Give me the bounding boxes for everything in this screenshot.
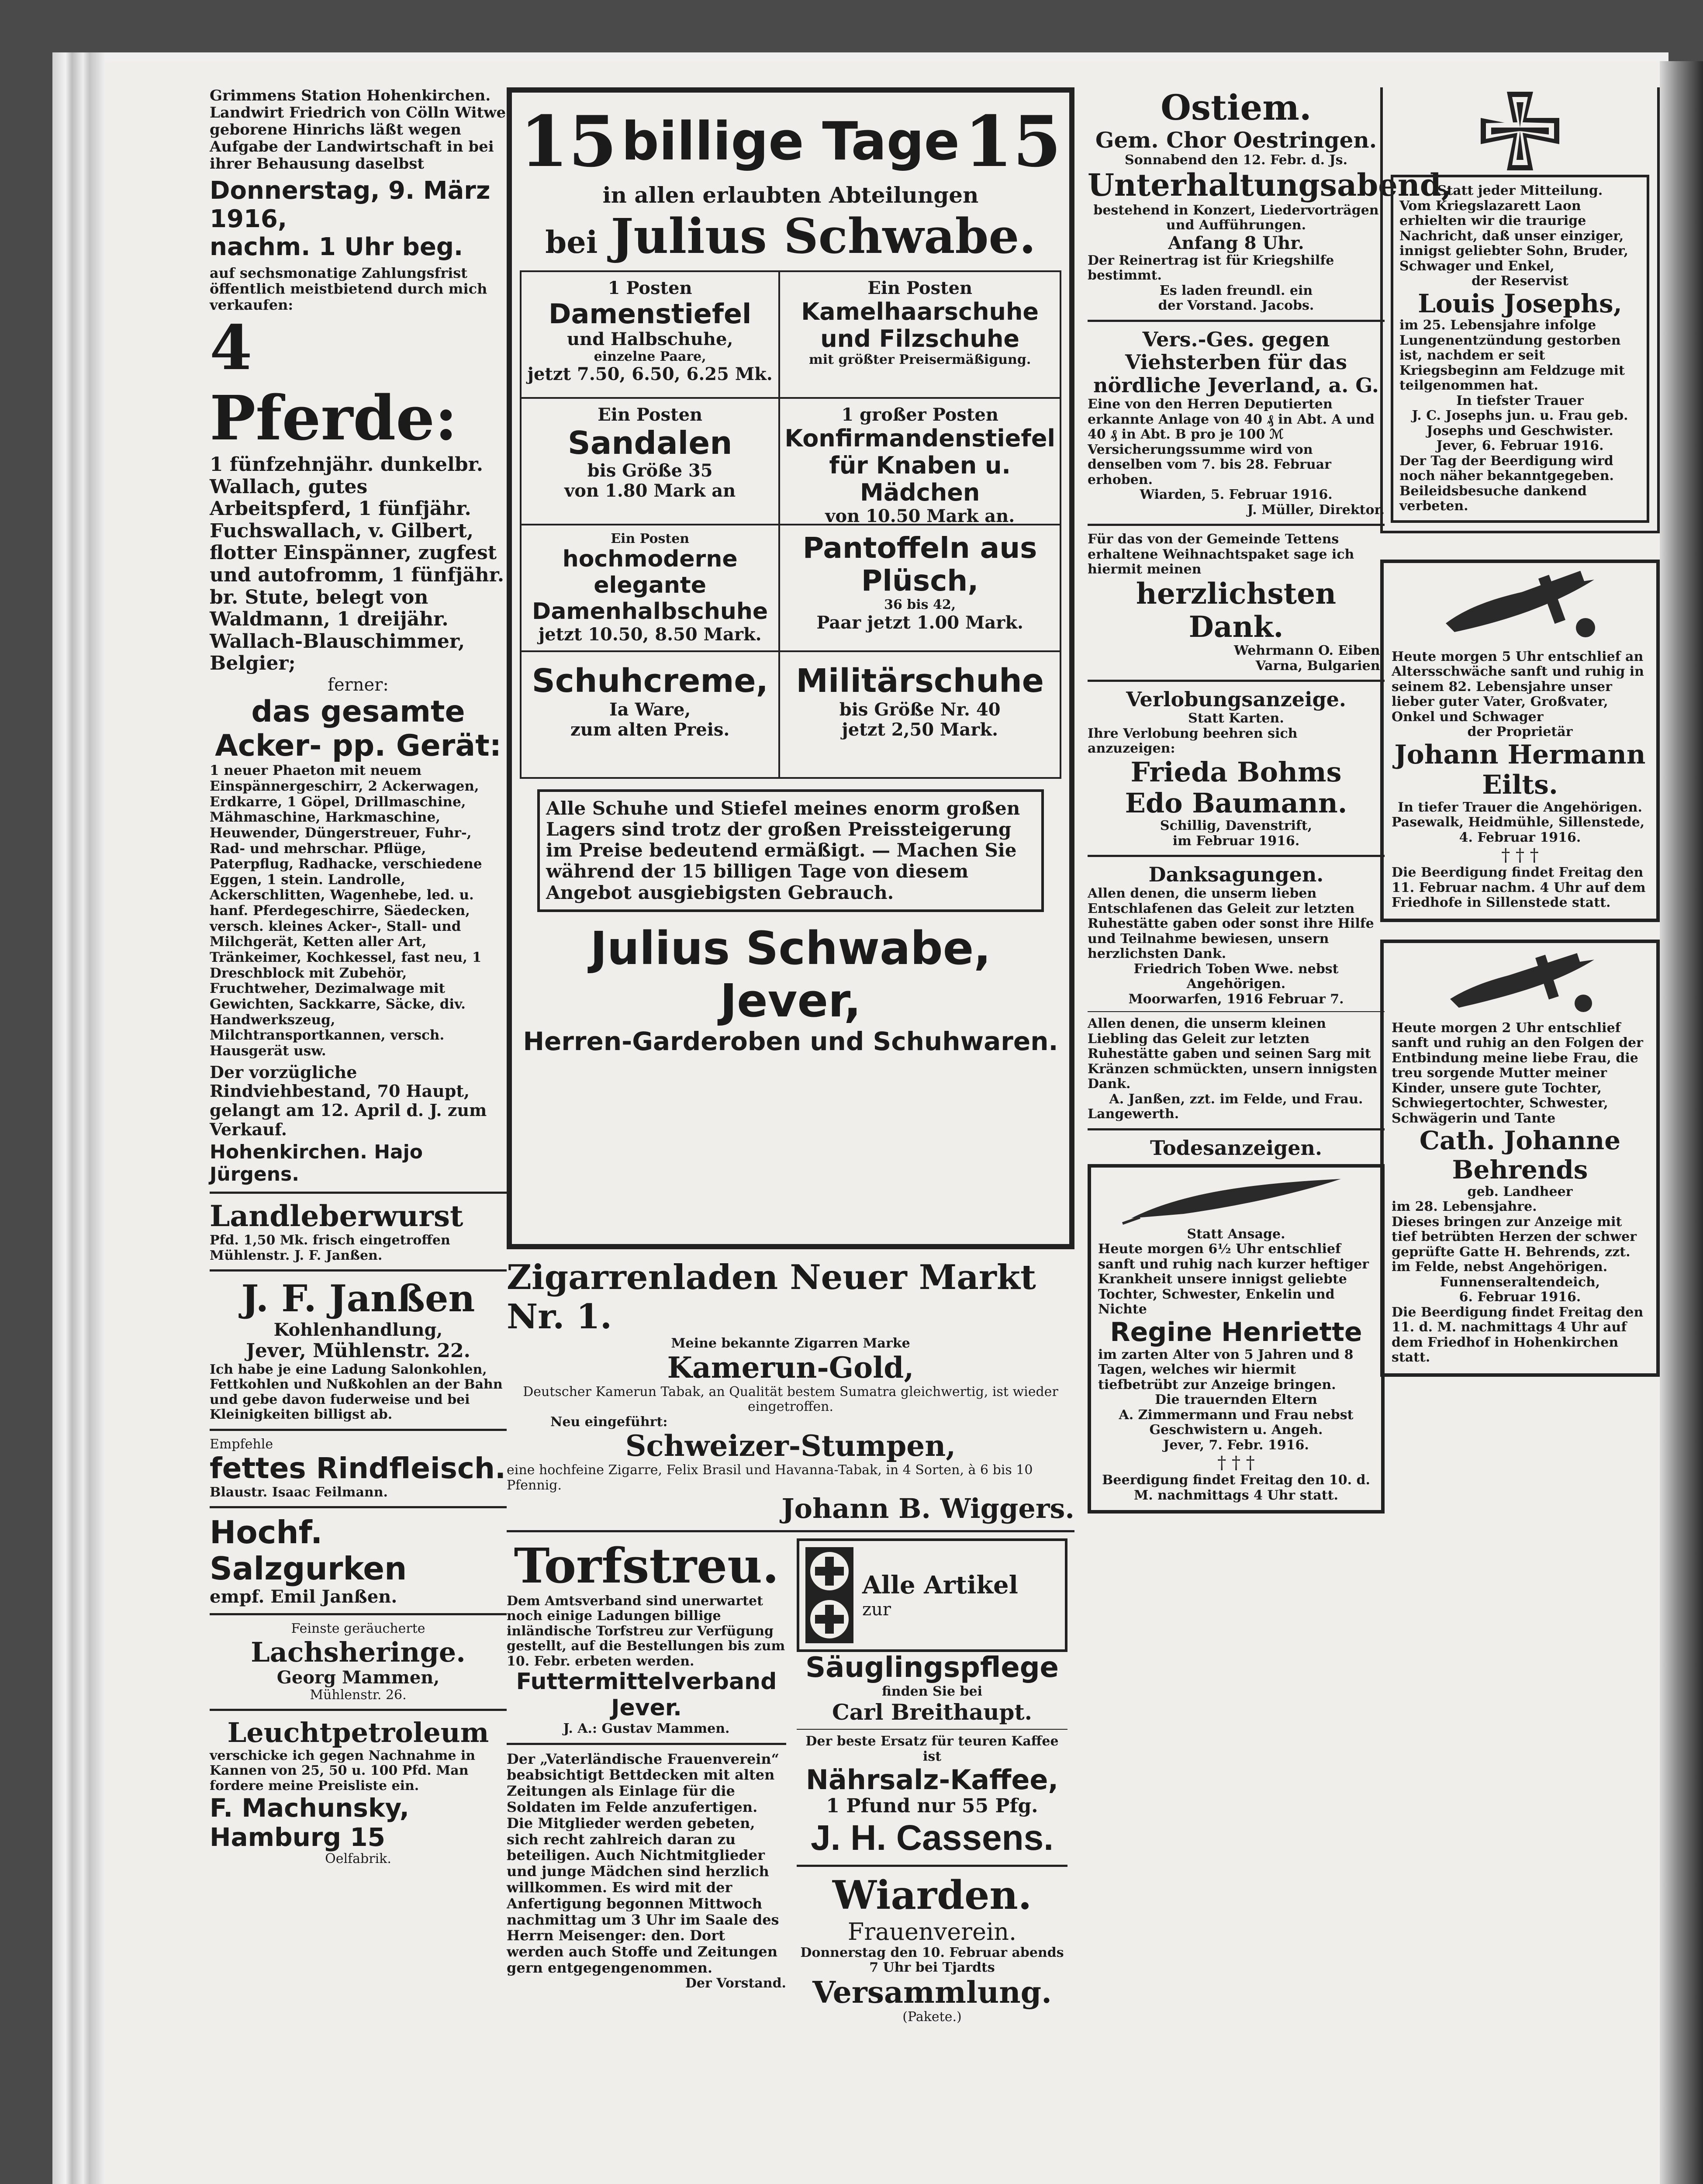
divider <box>1088 1011 1385 1012</box>
verlobung-text: Ihre Verlobung beehren sich anzuzeigen: <box>1088 726 1298 757</box>
behrends-place: Funnenseraltendeich, <box>1440 1274 1600 1290</box>
horses-text: 1 fünfzehnjähr. dunkelbr. Wallach, gutes Arbeitspferd, 1 fünfjähr. Fuchswallach, v. Gilbert, flotter Einspänner, zugfest und autofromm, 1 fünfjähr. br. Stute, belegt von Waldmann, 1 dreijähr. Wallach-Blauschimmer, Belgier; <box>210 453 504 675</box>
divider <box>210 1269 507 1272</box>
josephs-statt: Statt jeder Mitteilung. <box>1437 183 1603 198</box>
offer-line: und Halbschuhe, <box>567 328 733 349</box>
ostiem-ad <box>1088 87 1452 314</box>
salzgurken-heading: Hochf. Salzgurken <box>210 1514 407 1587</box>
janssen-sub: Kohlenhandlung, <box>273 1319 443 1340</box>
column-3 <box>1088 87 1452 1514</box>
offer-price: jetzt 2,50 Mark. <box>842 719 998 740</box>
torf-ad <box>507 1538 786 1736</box>
ostiem-time: Anfang 8 Uhr. <box>1168 232 1304 253</box>
josephs-frame <box>1391 175 1649 523</box>
lower-ads-row <box>507 1538 1074 2025</box>
divider <box>210 1709 507 1711</box>
lower-left-ads <box>507 1538 786 2025</box>
iron-cross-icon <box>1476 87 1564 175</box>
versicherung-text: Eine von den Herren Deputierten erkannte Anlage von 40 ₰ in Abt. A und 40 ₰ in Abt. B pro je 100 ℳ Versicherungssumme wird von denselben vom 7. bis 28. Februar erhoben. <box>1088 397 1375 487</box>
dank-ad <box>1088 532 1385 674</box>
schwabe-num-left: 15 <box>520 100 617 183</box>
wiarden-sub: Frauenverein. <box>847 1918 1017 1946</box>
dank-place: Varna, Bulgarien. <box>1255 658 1385 674</box>
cassens-sign: J. H. Cassens. <box>810 1818 1054 1858</box>
josephs-text: Vom Kriegslazarett Laon erhielten wir die traurige Nachricht, daß unser einziger, innigst geliebter Sohn, Bruder, Schwager und Enkel, <box>1399 198 1628 274</box>
zigarren-heading: Zigarrenladen Neuer Markt Nr. 1. <box>507 1258 1036 1337</box>
offer-cell <box>780 525 1061 652</box>
verlobung-name1: Frieda Bohms <box>1130 756 1342 788</box>
torf-sign: Futtermittelverband Jever. <box>516 1669 777 1721</box>
divider <box>210 1192 507 1194</box>
danksagungen-sign1: Friedrich Toben Wwe. nebst Angehörigen. <box>1133 961 1339 992</box>
offer-title: Damenstiefel <box>549 297 752 330</box>
josephs-rank: der Reservist <box>1472 273 1568 289</box>
offer-cell <box>780 272 1061 399</box>
wiarden-heading: Wiarden. <box>832 1872 1032 1919</box>
behrends-born: geb. Landheer <box>1467 1184 1573 1199</box>
josephs-note2: Beileidsbesuche dankend verbeten. <box>1399 483 1587 514</box>
schwabe-ad <box>507 87 1074 1249</box>
offer-title: Sandalen <box>567 424 732 461</box>
equipment-text: 1 neuer Phaeton mit neuem Einspännergeschirr, 2 Ackerwagen, Erdkarre, 1 Göpel, Drillmaschine, Mähmaschine, Harkmaschine, Heuwender, Düngerstreuer, Fuhr-, Rad- und mehrschar. Pflüge, Paterpflug, Radhacke, verschiedene Eggen, 1 stein. Landrolle, Ackerschlitten, Wagenhebe, led. u. hanf. Pferdegeschirre, Säedecken, versch. kleines Acker-, Stall- und Milchgerät, Ketten aller Art, Tränkeimer, Kochkessel, fast neu, 1 Dreschblock mit Zubehör, Fruchtweher, Dezimalwage mit Gewichten, Sackkarre, Säcke, div. Handwerkszeug, Milchtransportkannen, versch. Hausgerät usw. <box>210 763 482 1059</box>
cassens-box-l2: zur <box>862 1599 891 1620</box>
schwabe-firm: Julius Schwabe. <box>611 207 1036 264</box>
schwabe-footer-firm: Julius Schwabe, Jever, <box>590 921 991 1027</box>
schwabe-num-right: 15 <box>964 100 1061 183</box>
column-4 <box>1380 87 1660 1377</box>
offer-cell <box>780 652 1061 779</box>
lachs-heading: Lachsheringe. <box>251 1636 466 1668</box>
todesanzeigen-heading: Todesanzeigen. <box>1150 1136 1322 1160</box>
schwabe-firm-row <box>520 208 1061 264</box>
zigarren-ad <box>507 1258 1074 1524</box>
torf-text: Dem Amtsverband sind unerwartet noch einige Ladungen billige inländische Torfstreu zur Verfügung gestellt, auf die Bestellungen bis zum 10. Febr. erbeten werden. <box>507 1593 785 1669</box>
ostiem-text: bestehend in Konzert, Liedervorträgen und Aufführungen. <box>1093 202 1379 233</box>
verlobung-ad <box>1088 688 1385 849</box>
offer-price: von 10.50 Mark an. <box>825 505 1015 526</box>
divider <box>1088 680 1385 682</box>
ostiem-sub: Gem. Chor Oestringen. <box>1095 127 1377 153</box>
column-1 <box>210 87 507 1867</box>
column-2 <box>507 87 1074 2025</box>
offer-title: Pantoffeln aus Plüsch, <box>802 531 1037 598</box>
offer-cell <box>522 399 780 525</box>
cassens-box <box>797 1538 1067 1652</box>
ostiem-date: Sonnabend den 12. Febr. d. Js. <box>1124 152 1348 168</box>
danksagungen-place2: Langewerth. <box>1088 1106 1179 1122</box>
offer-price: jetzt 10.50, 8.50 Mark. <box>538 624 762 645</box>
leberwurst-sign: Mühlenstr. J. F. Janßen. <box>210 1248 383 1263</box>
cassens-title: Säuglingspflege <box>805 1652 1059 1684</box>
offer-cell <box>522 652 780 779</box>
ostiem-heading: Ostiem. <box>1161 87 1312 128</box>
josephs-mourn: In tiefster Trauer <box>1456 393 1584 408</box>
eilts-text: Heute morgen 5 Uhr entschlief an Altersschwäche sanft und ruhig in seinem 82. Lebensjahre unser lieber guter Vater, Großvater, Onkel und Schwager <box>1392 649 1644 725</box>
petroleum-sub: Oelfabrik. <box>325 1851 391 1867</box>
tod-name: Regine Henriette <box>1110 1317 1362 1348</box>
versicherung-ad <box>1088 328 1385 518</box>
regine-obituary <box>1088 1164 1385 1514</box>
schwabe-notice: Alle Schuhe und Stiefel meines enorm großen Lagers sind trotz der großen Preissteigerung im Preise bedeutend ermäßigt. — Machen Sie während der 15 billigen Tage von diesem Angebot ausgiebigsten Gebrauch. <box>546 797 1020 903</box>
tod-text: Heute morgen 6½ Uhr entschlief sanft und ruhig nach kurzer heftiger Krankheit unsere innigst geliebte Tochter, Schwester, Enkelin und Nichte <box>1098 1241 1369 1317</box>
torf-heading: Torfstreu. <box>514 1538 779 1594</box>
leberwurst-ad <box>210 1200 507 1263</box>
danksagungen-heading: Danksagungen. <box>1148 863 1324 887</box>
offer-pre: Ein Posten <box>611 531 690 546</box>
red-cross-icon <box>805 1547 853 1643</box>
ostiem-sign: der Vorstand. Jacobs. <box>1158 298 1314 313</box>
offer-pre: Ein Posten <box>867 277 973 298</box>
divider <box>507 1530 1074 1532</box>
danksagungen-text1: Allen denen, die unserm lieben Entschlafenen das Geleit zur letzten Ruhestätte gaben oder sonst ihre Hilfe und Teilnahme bewiesen, unsern herzlichsten Dank. <box>1088 886 1374 962</box>
book-spine-shadow <box>1660 61 1703 2184</box>
danksagungen-sign2: A. Janßen, zzt. im Felde, und Frau. <box>1109 1091 1363 1107</box>
divider <box>210 1429 507 1431</box>
verlobung-name2: Edo Baumann. <box>1125 787 1347 819</box>
josephs-name: Louis Josephs, <box>1418 288 1622 318</box>
schwabe-notice-box <box>537 789 1044 912</box>
frauenverein-ad <box>507 1751 786 1991</box>
quill-icon <box>1114 1175 1358 1227</box>
offer-line: bis Größe 35 <box>587 460 713 481</box>
zigarren-brand2: Schweizer-Stumpen, <box>625 1429 956 1463</box>
danksagungen-ad <box>1088 863 1385 1122</box>
leberwurst-heading: Landleberwurst <box>210 1199 463 1234</box>
offer-cell <box>522 525 780 652</box>
cassens-product: Nährsalz-Kaffee, <box>805 1764 1058 1796</box>
eilts-rank: der Proprietär <box>1467 724 1573 740</box>
offer-pre: 1 Posten <box>608 277 692 298</box>
tod-sign: Die trauernden Eltern <box>1155 1392 1317 1408</box>
dank-text: Für das von der Gemeinde Tettens erhaltene Weihnachtspaket sage ich hiermit meinen <box>1088 532 1354 577</box>
leberwurst-text: Pfd. 1,50 Mk. frisch eingetroffen <box>210 1233 450 1248</box>
behrends-text2: Dieses bringen zur Anzeige mit tief betrübten Herzen der schwer geprüfte Gatte H. Behrends, zzt. im Felde, nebst Angehörigen. <box>1392 1214 1637 1275</box>
divider <box>797 1729 1067 1730</box>
zigarren-l4: eine hochfeine Zigarre, Felix Brasil und Havanna-Tabak, in 4 Sorten, à 6 bis 10 Pfennig. <box>507 1462 1033 1493</box>
cassens-l2: Der beste Ersatz für teuren Kaffee ist <box>805 1734 1059 1764</box>
tod-text2: im zarten Alter von 5 Jahren und 8 Tagen, welches wir hiermit tiefbetrübt zur Anzeige bringen. <box>1098 1347 1354 1393</box>
behrends-text: Heute morgen 2 Uhr entschlief sanft und ruhig an den Folgen der Entbindung meine liebe Frau, die treu sorgende Mutter meiner Kinder, unsere gute Tochter, Schwiegertochter, Schwester, Schwägerin und Tante <box>1392 1020 1643 1126</box>
janssen-address: Jever, Mühlenstr. 22. <box>246 1339 470 1362</box>
divider <box>1088 320 1385 322</box>
offer-cell <box>522 272 780 399</box>
petroleum-ad <box>210 1717 507 1867</box>
cassens-l1: finden Sie bei <box>882 1684 982 1700</box>
tod-date: Jever, 7. Febr. 1916. <box>1163 1437 1309 1453</box>
offer-title: hochmoderne elegante Damenhalbschuhe <box>532 546 768 625</box>
janssen-ad <box>210 1278 507 1422</box>
auction-date: Donnerstag, 9. März 1916, <box>210 176 491 233</box>
zigarren-l3: Neu eingeführt: <box>550 1414 668 1430</box>
offer-pre: Ein Posten <box>598 404 703 425</box>
wiarden-note: (Pakete.) <box>902 2009 962 2025</box>
divider <box>210 1613 507 1615</box>
behrends-name: Cath. Johanne Behrends <box>1419 1126 1621 1185</box>
wiarden-event: Versammlung. <box>812 1975 1052 2010</box>
zigarren-l2: Deutscher Kamerun Tabak, an Qualität bestem Sumatra gleichwertig, ist wieder eingetroffen. <box>523 1384 1058 1415</box>
rindfleisch-pre: Empfehle <box>210 1436 273 1452</box>
divider <box>797 1865 1067 1867</box>
josephs-text2: im 25. Lebensjahre infolge Lungenentzündung gestorben ist, nachdem er seit Kriegsbeginn am Feldzuge mit teilgenommen hat. <box>1399 318 1625 394</box>
ferner-label: ferner: <box>328 674 389 695</box>
janssen-text: Ich habe je eine Ladung Salonkohlen, Fettkohlen und Nußkohlen an der Bahn und gebe davon fuderweise und bei Kleinigkeiten billigst ab. <box>210 1362 503 1423</box>
offer-price: zum alten Preis. <box>570 719 730 740</box>
ostiem-event: Unterhaltungsabend, <box>1088 167 1452 203</box>
lachs-pre: Feinste geräucherte <box>291 1621 425 1637</box>
auction-terms: auf sechsmonatige Zahlungsfrist öffentlich meistbietend durch mich verkaufen: <box>210 264 487 314</box>
lachs-sign: Georg Mammen, <box>276 1667 440 1688</box>
divider <box>210 1506 507 1508</box>
ostiem-invite: Es laden freundl. ein <box>1159 283 1313 298</box>
offer-line: einzelne Paare, <box>594 349 706 364</box>
offer-line: bis Größe Nr. 40 <box>839 699 1001 720</box>
josephs-obituary <box>1380 87 1660 533</box>
salzgurken-sign: empf. Emil Janßen. <box>210 1586 397 1607</box>
versicherung-heading: Vers.-Ges. gegen Viehsterben für das nördliche Jeverland, a. G. <box>1093 327 1379 397</box>
cattle-text: Der vorzügliche Rindviehbestand, 70 Haupt, gelangt am 12. April d. J. zum Verkauf. <box>210 1062 487 1139</box>
divider <box>1088 855 1385 857</box>
wiarden-text: Donnerstag den 10. Februar abends 7 Uhr bei Tjardts <box>800 1945 1064 1976</box>
schwabe-footer-sub: Herren-Garderoben und Schuhwaren. <box>523 1026 1058 1057</box>
verlobung-sub: Statt Karten. <box>1188 711 1284 726</box>
auction-ad <box>210 87 507 1185</box>
cross-and-palm-icon <box>1433 951 1607 1021</box>
schwabe-bei: bei <box>545 224 598 260</box>
offer-title: Schuhcreme, <box>532 662 768 700</box>
offer-line: Ia Ware, <box>609 699 691 720</box>
eilts-funeral: Die Beerdigung findet Freitag den 11. Februar nachm. 4 Uhr auf dem Friedhofe in Sillenstede statt. <box>1392 865 1646 911</box>
lachs-ad <box>210 1621 507 1703</box>
behrends-age: im 28. Lebensjahre. <box>1392 1199 1537 1215</box>
tod-sign2: A. Zimmermann und Frau nebst Geschwistern u. Angeh. <box>1119 1407 1354 1438</box>
petroleum-firm: F. Machunsky, Hamburg 15 <box>210 1793 409 1852</box>
lachs-address: Mühlenstr. 26. <box>310 1687 407 1703</box>
offer-price: von 1.80 Mark an <box>564 480 736 501</box>
petroleum-heading: Leuchtpetroleum <box>227 1717 489 1749</box>
schwabe-headline-row <box>520 100 1061 183</box>
josephs-note: Der Tag der Beerdigung wird noch näher bekanntgegeben. <box>1399 453 1614 484</box>
cross-and-palm-icon <box>1428 571 1612 650</box>
tod-funeral: Beerdigung findet Freitag den 10. d. M. nachmittags 4 Uhr statt. <box>1102 1472 1370 1503</box>
zigarren-sign: Johann B. Wiggers. <box>781 1493 1074 1525</box>
tod-crosses: † † † <box>1217 1453 1255 1473</box>
offer-title: Kamelhaarschuhe und Filzschuhe <box>801 297 1039 352</box>
eilts-date: 4. Februar 1916. <box>1459 829 1581 845</box>
offer-price: Paar jetzt 1.00 Mark. <box>816 612 1023 633</box>
frauenverein-sign: Der Vorstand. <box>685 1975 786 1991</box>
cassens-firm: Carl Breithaupt. <box>832 1699 1032 1725</box>
lower-right-ads <box>797 1538 1067 2025</box>
verlobung-places: Schillig, Davenstrift, <box>1160 818 1313 834</box>
divider <box>1088 1128 1385 1130</box>
danksagungen-date1: Moorwarfen, 1916 Februar 7. <box>1128 991 1344 1007</box>
josephs-date: Jever, 6. Februar 1916. <box>1436 438 1604 454</box>
schwabe-headline: billige Tage <box>621 111 960 172</box>
zigarren-l1: Meine bekannte Zigarren Marke <box>671 1336 910 1351</box>
josephs-sign: J. C. Josephs jun. u. Frau geb. Josephs und Geschwister. <box>1412 408 1628 439</box>
janssen-heading: J. F. Janßen <box>241 1277 475 1320</box>
verlobung-heading: Verlobungsanzeige. <box>1126 688 1346 712</box>
versicherung-sign: J. Müller, Direktor. <box>1247 502 1385 518</box>
behrends-date: 6. Februar 1916. <box>1459 1289 1581 1305</box>
offer-price: jetzt 7.50, 6.50, 6.25 Mk. <box>527 364 773 385</box>
eilts-obituary <box>1380 560 1660 922</box>
cassens-price: 1 Pfund nur 55 Pfg. <box>826 1795 1038 1818</box>
salzgurken-ad <box>210 1514 507 1607</box>
behrends-funeral: Die Beerdigung findet Freitag den 11. d. M. nachmittags 4 Uhr auf dem Friedhof in Hohenkirchen statt. <box>1392 1304 1644 1365</box>
dank-heading: herzlichsten Dank. <box>1136 576 1337 644</box>
offer-cell <box>780 399 1061 525</box>
danksagungen-text2: Allen denen, die unserm kleinen Liebling das Geleit zur letzten Ruhestätte gaben und seinen Sarg mit Kränzen schmückten, unsern innigsten Dank. <box>1088 1016 1378 1092</box>
horses-heading: 4 Pferde: <box>210 312 457 455</box>
eilts-places: Pasewalk, Heidmühle, Sillenstede, <box>1392 815 1645 830</box>
offer-line: 36 bis 42, <box>884 597 956 613</box>
auction-time: nachm. 1 Uhr beg. <box>210 233 463 262</box>
divider <box>1088 524 1385 526</box>
divider <box>507 1743 786 1745</box>
versicherung-date: Wiarden, 5. Februar 1916. <box>1140 487 1333 503</box>
rindfleisch-ad <box>210 1437 507 1500</box>
schwabe-offer-grid <box>520 270 1061 779</box>
rindfleisch-heading: fettes Rindfleisch. <box>210 1451 506 1486</box>
eilts-name: Johann Hermann Eilts. <box>1394 739 1646 800</box>
equipment-heading: das gesamte Acker- pp. Gerät: <box>215 694 501 764</box>
cassens-box-l1: Alle Artikel <box>862 1571 1018 1600</box>
verlobung-date: im Februar 1916. <box>1172 833 1300 849</box>
auction-intro: Grimmens Station Hohenkirchen. Landwirt Friedrich von Cölln Witwe geborene Hinrichs läßt wegen Aufgabe der Landwirtschaft in bei ihrer Behausung daselbst <box>210 87 506 173</box>
offer-pre: 1 großer Posten <box>841 404 998 425</box>
offer-title: Konfirmandenstiefel für Knaben u. Mädchen <box>784 424 1055 506</box>
frauenverein-text: Der „Vaterländische Frauenverein“ beabsichtigt Bettdecken mit alten Zeitungen als Einlage für die Soldaten im Felde anzufertigen. Die Mitglieder werden gebeten, sich recht zahlreich daran zu beteiligen. Auch Nichtmitglieder und junge Mädchen sind herzlich willkommen. Es wird mit der Anfertigung begonnen Mittwoch nachmittag um 3 Uhr im Saale des Herrn Meisenger: den. Dort werden auch Stoffe und Zeitungen gern entgegengenommen. <box>507 1750 780 1976</box>
offer-title: Militärschuhe <box>796 662 1044 700</box>
tod-statt: Statt Ansage. <box>1187 1226 1285 1242</box>
zigarren-brand: Kamerun-Gold, <box>667 1350 914 1385</box>
schwabe-sub: in allen erlaubten Abteilungen <box>602 182 979 208</box>
eilts-mourn: In tiefer Trauer die Angehörigen. <box>1398 799 1642 815</box>
behrends-obituary <box>1380 940 1660 1377</box>
petroleum-text: verschicke ich gegen Nachnahme in Kannen von 25, 50 u. 100 Pfd. Man fordere meine Preisliste ein. <box>210 1748 476 1794</box>
eilts-crosses: † † † <box>1501 845 1539 866</box>
auction-signature: Hohenkirchen. Hajo Jürgens. <box>210 1141 423 1185</box>
dank-sign: Wehrmann O. Eiben, <box>1233 643 1385 659</box>
rindfleisch-sign: Blaustr. Isaac Feilmann. <box>210 1484 388 1500</box>
ostiem-note: Der Reinertrag ist für Kriegshilfe bestimmt. <box>1088 252 1334 283</box>
torf-sub: J. A.: Gustav Mammen. <box>563 1721 730 1737</box>
offer-line: mit größter Preisermäßigung. <box>809 352 1031 367</box>
